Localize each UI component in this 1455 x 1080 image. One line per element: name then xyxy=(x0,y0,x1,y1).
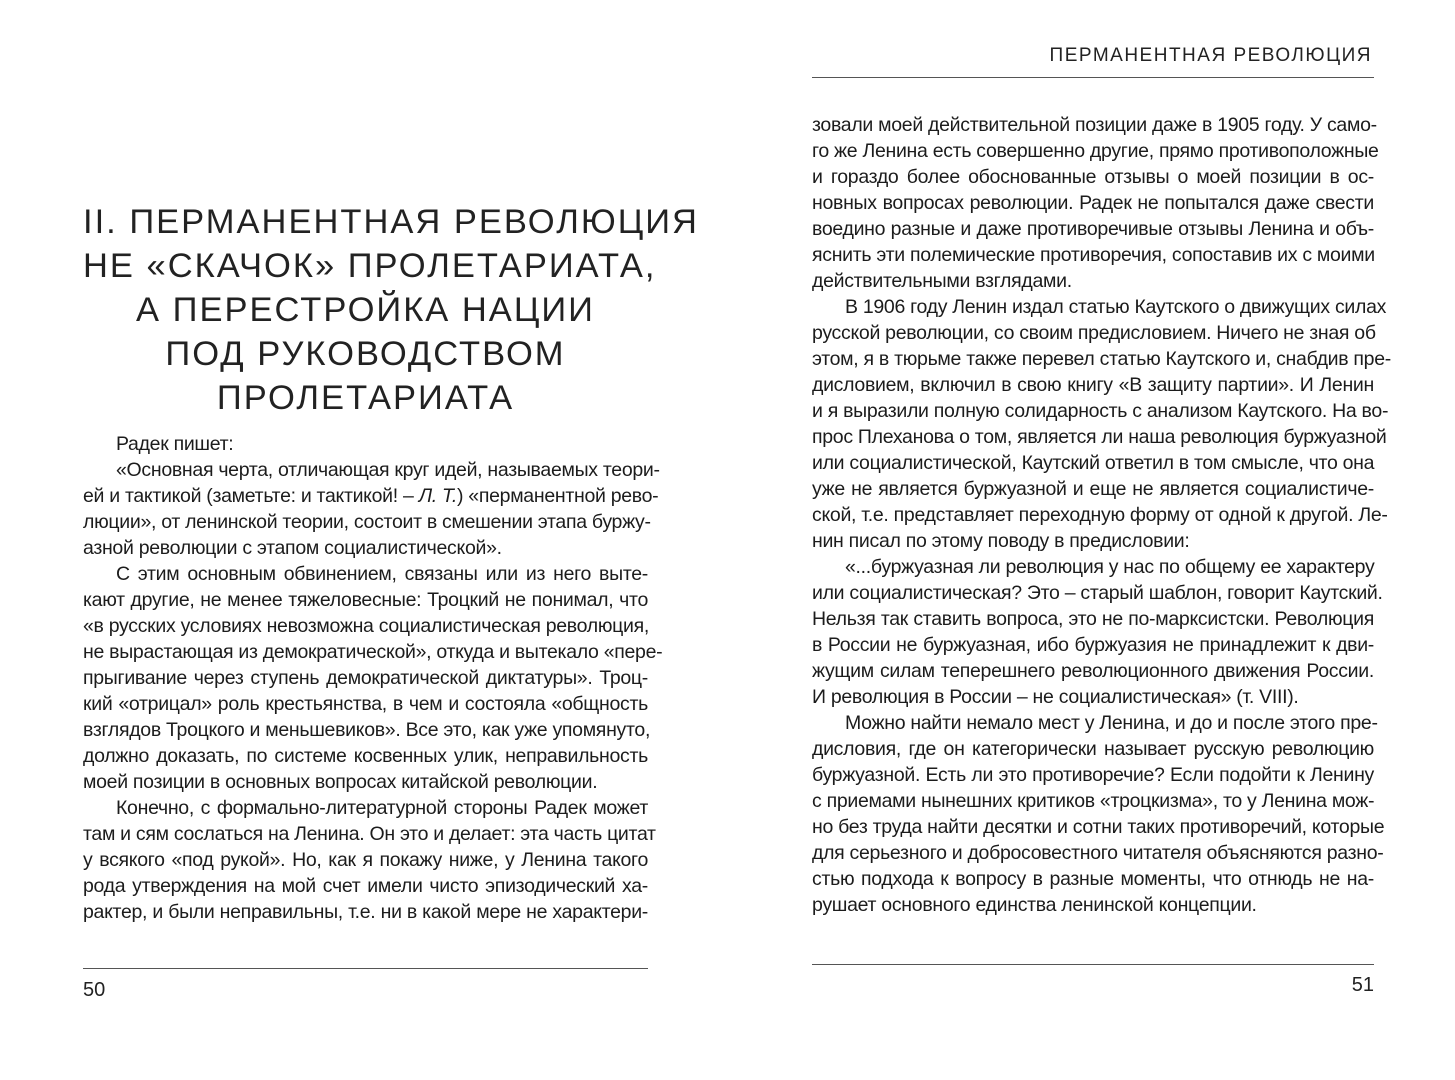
text-line: кают другие, не менее тяжеловесные: Троцкий не понимал, что xyxy=(83,589,648,611)
text-line: и гораздо более обоснованные отзывы о моей позиции в ос- xyxy=(812,166,1374,188)
text-line xyxy=(83,483,659,509)
text-line: зовали моей действительной позиции даже в 1905 году. У само- xyxy=(812,114,1377,136)
text-line: стью подхода к вопросу в разные моменты, что отнюдь не на- xyxy=(812,868,1374,890)
text-line: уже не является буржуазной и еще не является социалистиче- xyxy=(812,478,1374,500)
footer-rule xyxy=(812,964,1374,965)
text-line: го же Ленина есть совершенно другие, прямо противоположные xyxy=(812,140,1379,162)
text-line: новных вопросах революции. Радек не попытался даже свести xyxy=(812,192,1374,214)
text-line: или социалистической, Каутский ответил в том смысле, что она xyxy=(812,452,1375,474)
text-line: прос Плеханова о том, является ли наша революция буржуазной xyxy=(812,426,1387,448)
text-fragment: ) «перманентной рево- xyxy=(457,485,659,507)
left-page xyxy=(0,0,727,1080)
chapter-title-line: НЕ «СКАЧОК» ПРОЛЕТАРИАТА, xyxy=(83,247,657,285)
text-line: «Основная черта, отличающая круг идей, называемых теори- xyxy=(116,459,660,481)
text-line: воедино разные и даже противоречивые отзывы Ленина и объ- xyxy=(812,218,1374,240)
text-line: азной революции с этапом социалистической». xyxy=(83,537,502,559)
chapter-title-line: ПОД РУКОВОДСТВОМ xyxy=(165,335,566,373)
text-line: С этим основным обвинением, связаны или из него выте- xyxy=(116,563,648,585)
text-line: кий «отрицал» роль крестьянства, в чем и состояла «общность xyxy=(83,693,648,715)
text-line: Конечно, с формально-литературной стороны Радек может xyxy=(116,797,648,819)
text-line: действительными взглядами. xyxy=(812,270,1072,292)
text-line: или социалистическая? Это – старый шаблон, говорит Каутский. xyxy=(812,582,1383,604)
chapter-title-line: ПРОЛЕТАРИАТА xyxy=(216,379,515,417)
right-page xyxy=(727,0,1455,1080)
text-line: люции», от ленинской теории, состоит в смешении этапа буржу- xyxy=(83,511,651,533)
text-line: Нельзя так ставить вопроса, это не по-марксистски. Революция xyxy=(812,608,1374,630)
text-line: рушает основного единства ленинской концепции. xyxy=(812,894,1257,916)
chapter-title xyxy=(83,200,699,420)
text-line: для серьезного и добросовестного читателя объясняются разно- xyxy=(812,842,1384,864)
text-line: жущим силам теперешнего революционного движения России. xyxy=(812,660,1374,682)
text-line: «...буржуазная ли революция у нас по общему ее характеру xyxy=(845,556,1375,578)
text-line: взглядов Троцкого и меньшевиков». Все это, как уже упомянуто, xyxy=(83,719,651,741)
text-line: должно доказать, по системе косвенных улик, неправильность xyxy=(83,745,648,767)
header-rule xyxy=(812,77,1374,78)
text-line: с приемами нынешних критиков «троцкизма», то у Ленина мож- xyxy=(812,790,1375,812)
text-line: и я выразили полную солидарность с анализом Каутского. На во- xyxy=(812,400,1389,422)
page-number: 51 xyxy=(1351,974,1374,996)
text-line: не вырастающая из демократической», откуда и вытекало «пере- xyxy=(83,641,663,663)
footer-rule xyxy=(83,968,648,969)
text-line: Можно найти немало мест у Ленина, и до и после этого пре- xyxy=(845,712,1378,734)
author-initials: Л. Т. xyxy=(418,485,457,507)
text-line: рода утверждения на мой счет имели чисто эпизодический ха- xyxy=(83,875,648,897)
text-line: дисловия, где он категорически называет русскую революцию xyxy=(812,738,1374,760)
text-line: в России не буржуазная, ибо буржуазия не принадлежит к дви- xyxy=(812,634,1374,656)
text-line: яснить эти полемические противоречия, сопоставив их с моими xyxy=(812,244,1375,266)
text-fragment: ей и тактикой (заметьте: и тактикой! – xyxy=(83,485,414,507)
text-line: моей позиции в основных вопросах китайской революции. xyxy=(83,771,598,793)
text-line: И революция в России – не социалистическая» (т. VIII). xyxy=(812,686,1299,708)
page-number: 50 xyxy=(83,979,106,1001)
text-line: Радек пишет: xyxy=(116,433,234,455)
text-line: но без труда найти десятки и сотни таких противоречий, которые xyxy=(812,816,1385,838)
text-line: у всякого «под рукой». Но, как я покажу ниже, у Ленина такого xyxy=(83,849,648,871)
text-line: прыгивание через ступень демократической диктатуры». Троц- xyxy=(83,667,648,689)
chapter-title-line: А ПЕРЕСТРОЙКА НАЦИИ xyxy=(136,291,595,329)
chapter-title-line: II. ПЕРМАНЕНТНАЯ РЕВОЛЮЦИЯ xyxy=(83,203,699,241)
running-head: ПЕРМАНЕНТНАЯ РЕВОЛЮЦИЯ xyxy=(1049,45,1372,66)
text-line: В 1906 году Ленин издал статью Каутского о движущих силах xyxy=(845,296,1387,318)
text-line: ской, т.е. представляет переходную форму от одной к другой. Ле- xyxy=(812,504,1388,526)
right-body-text xyxy=(812,112,1391,918)
text-line: нин писал по этому поводу в предисловии: xyxy=(812,530,1190,552)
text-line: буржуазной. Есть ли это противоречие? Если подойти к Ленину xyxy=(812,764,1374,786)
text-line: «в русских условиях невозможна социалистическая революция, xyxy=(83,615,649,637)
text-line: этом, я в тюрьме также перевел статью Каутского и, снабдив пре- xyxy=(812,348,1391,370)
left-body-text xyxy=(83,431,663,925)
text-line: там и сям сослаться на Ленина. Он это и делает: эта часть цитат xyxy=(83,823,656,845)
text-line: дисловием, включил в свою книгу «В защиту партии». И Ленин xyxy=(812,374,1374,396)
text-line: рактер, и были неправильны, т.е. ни в какой мере не характери- xyxy=(83,901,648,923)
text-line: русской революции, со своим предисловием. Ничего не зная об xyxy=(812,322,1376,344)
